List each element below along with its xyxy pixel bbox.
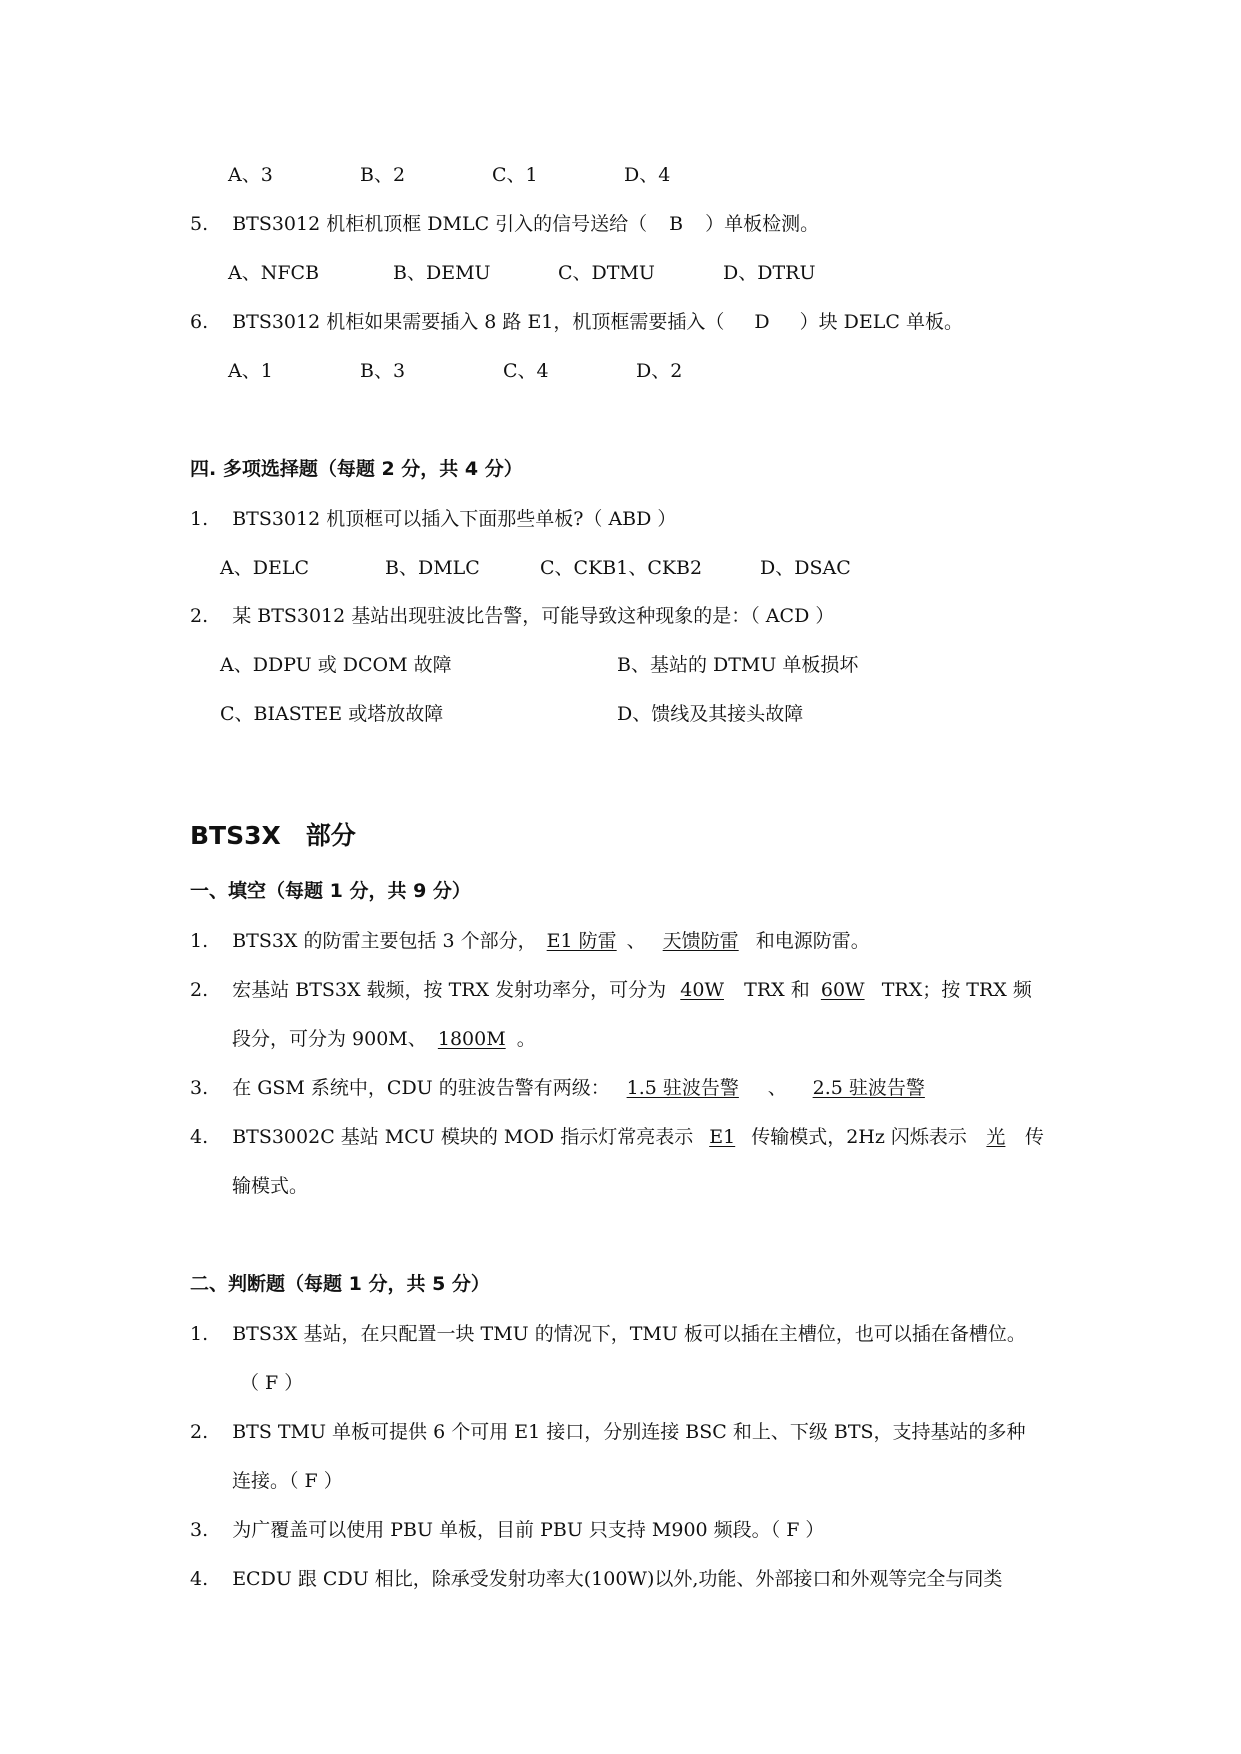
question-text: 、: [767, 1077, 787, 1099]
question-text: BTS3X 基站，在只配置一块 TMU 的情况下，TMU 板可以插在主槽位，也可以插在备槽位。: [232, 1323, 1026, 1345]
section-heading-multi: 四. 多项选择题（每题 2 分，共 4 分）: [190, 458, 523, 480]
question-text: BTS3012 机柜如果需要插入 8 路 E1，机顶框需要插入（: [232, 311, 725, 333]
judge-question-1-answer: （ F ）: [240, 1372, 304, 1394]
answer-blank: 60W: [820, 979, 865, 1001]
question-number: 5.: [190, 213, 209, 235]
part-title: BTS3X 部分: [190, 821, 356, 850]
question-number: 2.: [190, 979, 209, 1001]
fill-question-4-cont: 输模式。: [232, 1175, 309, 1197]
fill-question-2: [190, 981, 1032, 1000]
option: A、DDPU 或 DCOM 故障: [220, 654, 452, 676]
answer-blank: E1 防雷: [546, 930, 617, 952]
option: B、2: [360, 164, 406, 186]
option: D、2: [636, 360, 683, 382]
answer-blank: 1.5 驻波告警: [626, 1077, 739, 1099]
fill-question-1: [190, 932, 870, 951]
answer-blank: E1: [709, 1126, 736, 1148]
fill-question-3: [190, 1079, 939, 1098]
answer: D: [754, 311, 770, 333]
multi-question-2: [190, 607, 834, 626]
answer-blank: 2.5 驻波告警: [812, 1077, 925, 1099]
question-6: [190, 313, 963, 332]
question-number: 1.: [190, 508, 209, 530]
option: B、DEMU: [393, 262, 491, 284]
option: A、DELC: [220, 557, 309, 579]
option: B、DMLC: [385, 557, 480, 579]
option: C、CKB1、CKB2: [540, 557, 703, 579]
option: A、3: [228, 164, 273, 186]
question-text: 和电源防雷。: [755, 930, 870, 952]
question-text: 为广覆盖可以使用 PBU 单板，目前 PBU 只支持 M900 频段。（ F ）: [232, 1519, 825, 1541]
judge-question-4: [190, 1570, 1002, 1589]
judge-question-2-cont: 连接。（ F ）: [232, 1470, 343, 1492]
question-text: 宏基站 BTS3X 载频，按 TRX 发射功率分，可分为: [232, 979, 667, 1001]
option: A、1: [228, 360, 273, 382]
question-text: ）块 DELC 单板。: [799, 311, 963, 333]
option: A、NFCB: [228, 262, 320, 284]
question-number: 2.: [190, 1421, 209, 1443]
option: B、基站的 DTMU 单板损坏: [617, 654, 859, 676]
option: B、3: [360, 360, 406, 382]
option: C、BIASTEE 或塔放故障: [220, 703, 444, 725]
option: D、馈线及其接头故障: [617, 703, 804, 725]
section-heading-judge: 二、判断题（每题 1 分，共 5 分）: [190, 1273, 490, 1295]
section-heading-fill: 一、填空（每题 1 分，共 9 分）: [190, 880, 471, 902]
question-text: BTS3012 机柜机顶框 DMLC 引入的信号送给（: [232, 213, 648, 235]
answer-blank: 1800M: [437, 1028, 506, 1050]
option: D、4: [624, 164, 671, 186]
question-number: 3.: [190, 1519, 209, 1541]
question-text: 在 GSM 系统中，CDU 的驻波告警有两级：: [232, 1077, 610, 1099]
answer: B: [669, 213, 684, 235]
option: C、DTMU: [558, 262, 655, 284]
question-number: 2.: [190, 605, 209, 627]
option: C、4: [503, 360, 549, 382]
multi-question-1: [190, 510, 676, 529]
question-text: 某 BTS3012 基站出现驻波比告警，可能导致这种现象的是：（ ACD ）: [232, 605, 835, 627]
fill-question-4: [190, 1128, 1044, 1147]
question-text: BTS3002C 基站 MCU 模块的 MOD 指示灯常亮表示: [232, 1126, 694, 1148]
question-5: [190, 215, 819, 234]
question-text: TRX 和: [738, 979, 810, 1001]
question-text: BTS3012 机顶框可以插入下面那些单板?（ ABD ）: [232, 508, 677, 530]
judge-question-2: [190, 1423, 1026, 1442]
option: C、1: [492, 164, 538, 186]
question-text: 传: [1024, 1126, 1044, 1148]
question-text: 段分，可分为 900M、: [232, 1028, 427, 1050]
judge-question-1: [190, 1325, 1026, 1344]
judge-question-3: [190, 1521, 824, 1540]
fill-question-2-cont: [232, 1030, 536, 1049]
question-number: 4.: [190, 1568, 209, 1590]
question-text: ECDU 跟 CDU 相比，除承受发射功率大(100W)以外,功能、外部接口和外观等完全与同类: [232, 1568, 1003, 1590]
question-text: 、: [626, 930, 646, 952]
question-number: 3.: [190, 1077, 209, 1099]
option: D、DSAC: [760, 557, 851, 579]
question-text: BTS3X 的防雷主要包括 3 个部分，: [232, 930, 537, 952]
question-text: ）单板检测。: [705, 213, 820, 235]
option: D、DTRU: [723, 262, 816, 284]
question-number: 1.: [190, 1323, 209, 1345]
question-number: 4.: [190, 1126, 209, 1148]
question-text: BTS TMU 单板可提供 6 个可用 E1 接口，分别连接 BSC 和上、下级 BTS，支持基站的多种: [232, 1421, 1026, 1443]
answer-blank: 光: [986, 1126, 1006, 1148]
question-text: TRX；按 TRX 频: [875, 979, 1032, 1001]
answer-blank: 40W: [680, 979, 724, 1001]
answer-blank: 天馈防雷: [662, 930, 739, 952]
question-number: 6.: [190, 311, 209, 333]
question-text: 传输模式，2Hz 闪烁表示: [751, 1126, 967, 1148]
question-number: 1.: [190, 930, 209, 952]
question-text: 。: [516, 1028, 536, 1050]
